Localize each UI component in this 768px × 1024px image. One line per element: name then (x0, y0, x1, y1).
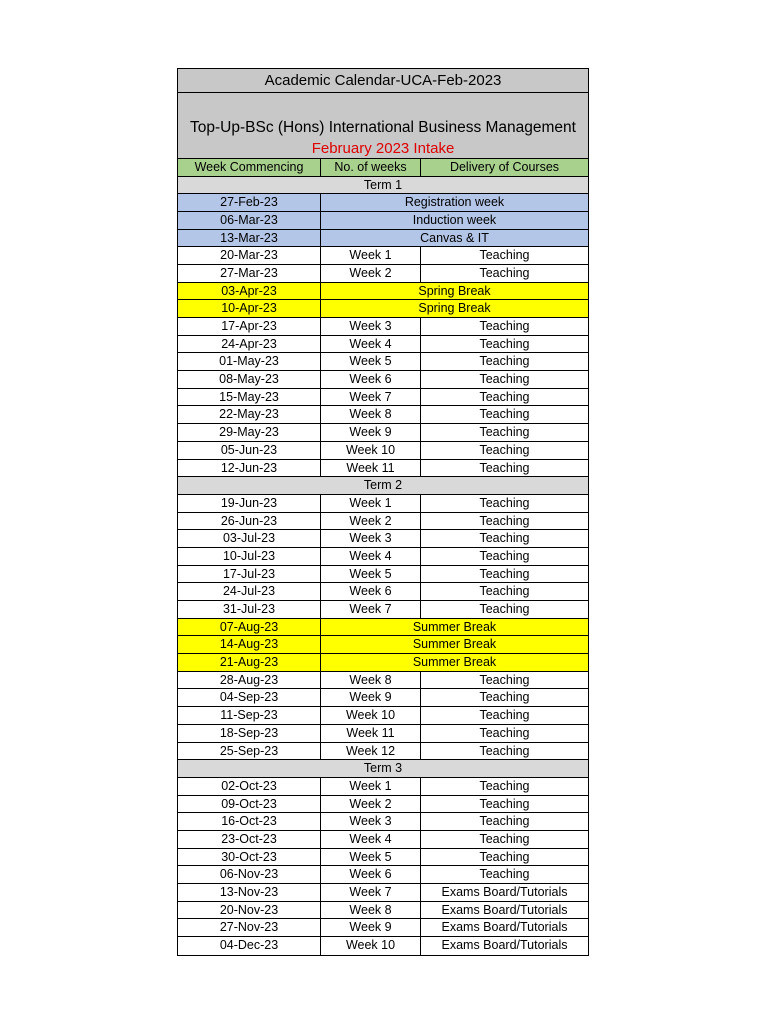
table-row (178, 442, 588, 460)
week-number-cell: Week 3 (321, 530, 421, 547)
delivery-cell: Teaching (479, 778, 530, 793)
column-header-no-of-weeks: No. of weeks (321, 159, 421, 176)
week-number-cell: Week 4 (321, 548, 421, 565)
table-row (178, 778, 588, 796)
week-commencing-cell: 04-Sep-23 (178, 689, 321, 706)
event-cell: Induction week (412, 212, 497, 227)
week-commencing-cell: 24-Apr-23 (178, 336, 321, 353)
table-row (178, 336, 588, 354)
term-label: Term 3 (363, 761, 403, 776)
week-number-cell: Week 8 (321, 406, 421, 423)
week-commencing-cell: 22-May-23 (178, 406, 321, 423)
delivery-cell: Teaching (479, 389, 530, 404)
week-number-cell: Week 3 (321, 318, 421, 335)
week-number-cell: Week 9 (321, 689, 421, 706)
calendar-sheet (177, 68, 589, 956)
term-label: Term 1 (363, 177, 403, 192)
week-commencing-cell: 29-May-23 (178, 424, 321, 441)
table-row (178, 513, 588, 531)
break-row (178, 636, 588, 654)
table-row (178, 495, 588, 513)
delivery-cell: Teaching (479, 672, 530, 687)
week-commencing-cell: 05-Jun-23 (178, 442, 321, 459)
week-number-cell: Week 10 (321, 707, 421, 724)
week-number-cell: Week 4 (321, 831, 421, 848)
term-header-row (178, 177, 588, 195)
break-row (178, 619, 588, 637)
break-row (178, 283, 588, 301)
week-number-cell: Week 7 (321, 884, 421, 901)
table-row (178, 884, 588, 902)
week-number-cell: Week 2 (321, 796, 421, 813)
delivery-cell: Teaching (479, 796, 530, 811)
week-commencing-cell: 21-Aug-23 (178, 654, 321, 671)
week-commencing-cell: 06-Mar-23 (178, 212, 321, 229)
intake-label: February 2023 Intake (178, 139, 588, 159)
break-row (178, 300, 588, 318)
week-number-cell: Week 1 (321, 495, 421, 512)
week-number-cell: Week 7 (321, 601, 421, 618)
week-commencing-cell: 04-Dec-23 (178, 937, 321, 955)
week-commencing-cell: 14-Aug-23 (178, 636, 321, 653)
column-header-row (178, 159, 588, 177)
delivery-cell: Teaching (479, 265, 530, 280)
week-number-cell: Week 11 (321, 460, 421, 477)
delivery-cell: Exams Board/Tutorials (441, 920, 568, 935)
event-cell: Summer Break (412, 655, 497, 670)
week-number-cell: Week 2 (321, 265, 421, 282)
table-row (178, 813, 588, 831)
delivery-cell: Exams Board/Tutorials (441, 885, 568, 899)
week-commencing-cell: 20-Nov-23 (178, 902, 321, 919)
table-row (178, 371, 588, 389)
delivery-cell: Teaching (479, 442, 530, 457)
week-number-cell: Week 3 (321, 813, 421, 830)
delivery-cell: Teaching (479, 336, 530, 351)
calendar-rows (178, 177, 588, 955)
delivery-cell: Teaching (479, 319, 530, 333)
column-header-week-commencing: Week Commencing (178, 159, 321, 176)
delivery-cell: Teaching (479, 725, 530, 740)
delivery-cell: Teaching (479, 831, 530, 846)
week-commencing-cell: 27-Feb-23 (178, 194, 321, 211)
term-label: Term 2 (363, 478, 403, 493)
week-commencing-cell: 17-Apr-23 (178, 318, 321, 335)
table-row (178, 424, 588, 442)
week-number-cell: Week 1 (321, 247, 421, 264)
delivery-cell: Teaching (479, 407, 530, 422)
delivery-cell: Teaching (479, 425, 530, 440)
week-commencing-cell: 18-Sep-23 (178, 725, 321, 742)
week-number-cell: Week 9 (321, 424, 421, 441)
delivery-cell: Teaching (479, 849, 530, 864)
week-number-cell: Week 2 (321, 513, 421, 530)
week-number-cell: Week 8 (321, 902, 421, 919)
table-row (178, 831, 588, 849)
week-commencing-cell: 30-Oct-23 (178, 849, 321, 866)
table-row (178, 265, 588, 283)
week-commencing-cell: 06-Nov-23 (178, 866, 321, 883)
week-number-cell: Week 6 (321, 583, 421, 600)
week-commencing-cell: 17-Jul-23 (178, 566, 321, 583)
week-number-cell: Week 5 (321, 566, 421, 583)
week-commencing-cell: 27-Nov-23 (178, 919, 321, 936)
week-commencing-cell: 02-Oct-23 (178, 778, 321, 795)
table-row (178, 743, 588, 761)
event-cell: Summer Break (412, 619, 497, 634)
orientation-row (178, 230, 588, 248)
week-commencing-cell: 15-May-23 (178, 389, 321, 406)
week-commencing-cell: 13-Nov-23 (178, 884, 321, 901)
delivery-cell: Teaching (479, 460, 530, 475)
week-commencing-cell: 10-Jul-23 (178, 548, 321, 565)
week-commencing-cell: 19-Jun-23 (178, 495, 321, 512)
table-row (178, 318, 588, 336)
week-commencing-cell: 10-Apr-23 (178, 300, 321, 317)
week-commencing-cell: 23-Oct-23 (178, 831, 321, 848)
delivery-cell: Teaching (479, 513, 530, 528)
delivery-cell: Teaching (479, 584, 530, 599)
week-number-cell: Week 12 (321, 743, 421, 760)
delivery-cell: Teaching (479, 566, 530, 581)
week-number-cell: Week 6 (321, 866, 421, 883)
event-cell: Spring Break (418, 301, 491, 316)
table-row (178, 902, 588, 920)
table-row (178, 672, 588, 690)
table-row (178, 796, 588, 814)
table-row (178, 406, 588, 424)
table-row (178, 725, 588, 743)
table-row (178, 548, 588, 566)
week-number-cell: Week 9 (321, 919, 421, 936)
table-row (178, 866, 588, 884)
table-row (178, 919, 588, 937)
delivery-cell: Teaching (479, 495, 530, 510)
table-row (178, 460, 588, 478)
event-cell: Summer Break (412, 637, 497, 652)
table-row (178, 689, 588, 707)
week-commencing-cell: 16-Oct-23 (178, 813, 321, 830)
table-row (178, 530, 588, 548)
week-number-cell: Week 7 (321, 389, 421, 406)
delivery-cell: Teaching (479, 814, 530, 829)
week-number-cell: Week 4 (321, 336, 421, 353)
week-number-cell: Week 1 (321, 778, 421, 795)
delivery-cell: Teaching (479, 867, 530, 882)
delivery-cell: Teaching (479, 531, 530, 546)
table-row (178, 353, 588, 371)
week-commencing-cell: 20-Mar-23 (178, 247, 321, 264)
delivery-cell: Exams Board/Tutorials (441, 938, 568, 953)
week-commencing-cell: 01-May-23 (178, 353, 321, 370)
table-row (178, 707, 588, 725)
week-commencing-cell: 13-Mar-23 (178, 230, 321, 247)
table-row (178, 601, 588, 619)
delivery-cell: Teaching (479, 354, 530, 369)
delivery-cell: Teaching (479, 743, 530, 758)
column-header-delivery: Delivery of Courses (449, 160, 560, 174)
table-row (178, 247, 588, 265)
week-commencing-cell: 31-Jul-23 (178, 601, 321, 618)
week-commencing-cell: 12-Jun-23 (178, 460, 321, 477)
event-cell: Canvas & IT (420, 230, 489, 245)
table-row (178, 937, 588, 955)
term-header-row (178, 760, 588, 778)
week-commencing-cell: 28-Aug-23 (178, 672, 321, 689)
orientation-row (178, 194, 588, 212)
table-row (178, 583, 588, 601)
week-number-cell: Week 5 (321, 353, 421, 370)
week-commencing-cell: 26-Jun-23 (178, 513, 321, 530)
week-commencing-cell: 03-Jul-23 (178, 530, 321, 547)
week-number-cell: Week 11 (321, 725, 421, 742)
delivery-cell: Teaching (479, 372, 530, 387)
program-title: Top-Up-BSc (Hons) International Business Management (178, 93, 588, 139)
week-commencing-cell: 03-Apr-23 (178, 283, 321, 300)
table-row (178, 566, 588, 584)
term-header-row (178, 477, 588, 495)
week-commencing-cell: 25-Sep-23 (178, 743, 321, 760)
break-row (178, 654, 588, 672)
delivery-cell: Exams Board/Tutorials (441, 902, 568, 917)
week-number-cell: Week 10 (321, 937, 421, 955)
table-row (178, 389, 588, 407)
delivery-cell: Teaching (479, 690, 530, 705)
table-row (178, 849, 588, 867)
week-number-cell: Week 10 (321, 442, 421, 459)
week-commencing-cell: 07-Aug-23 (178, 619, 321, 636)
week-commencing-cell: 27-Mar-23 (178, 265, 321, 282)
week-number-cell: Week 5 (321, 849, 421, 866)
delivery-cell: Teaching (479, 708, 530, 723)
delivery-cell: Teaching (479, 602, 530, 616)
delivery-cell: Teaching (479, 548, 530, 563)
delivery-cell: Teaching (479, 248, 530, 263)
week-number-cell: Week 6 (321, 371, 421, 388)
week-commencing-cell: 11-Sep-23 (178, 707, 321, 724)
week-commencing-cell: 09-Oct-23 (178, 796, 321, 813)
orientation-row (178, 212, 588, 230)
event-cell: Registration week (404, 195, 505, 210)
week-commencing-cell: 24-Jul-23 (178, 583, 321, 600)
calendar-title: Academic Calendar-UCA-Feb-2023 (178, 69, 588, 93)
event-cell: Spring Break (418, 283, 491, 298)
week-commencing-cell: 08-May-23 (178, 371, 321, 388)
week-number-cell: Week 8 (321, 672, 421, 689)
